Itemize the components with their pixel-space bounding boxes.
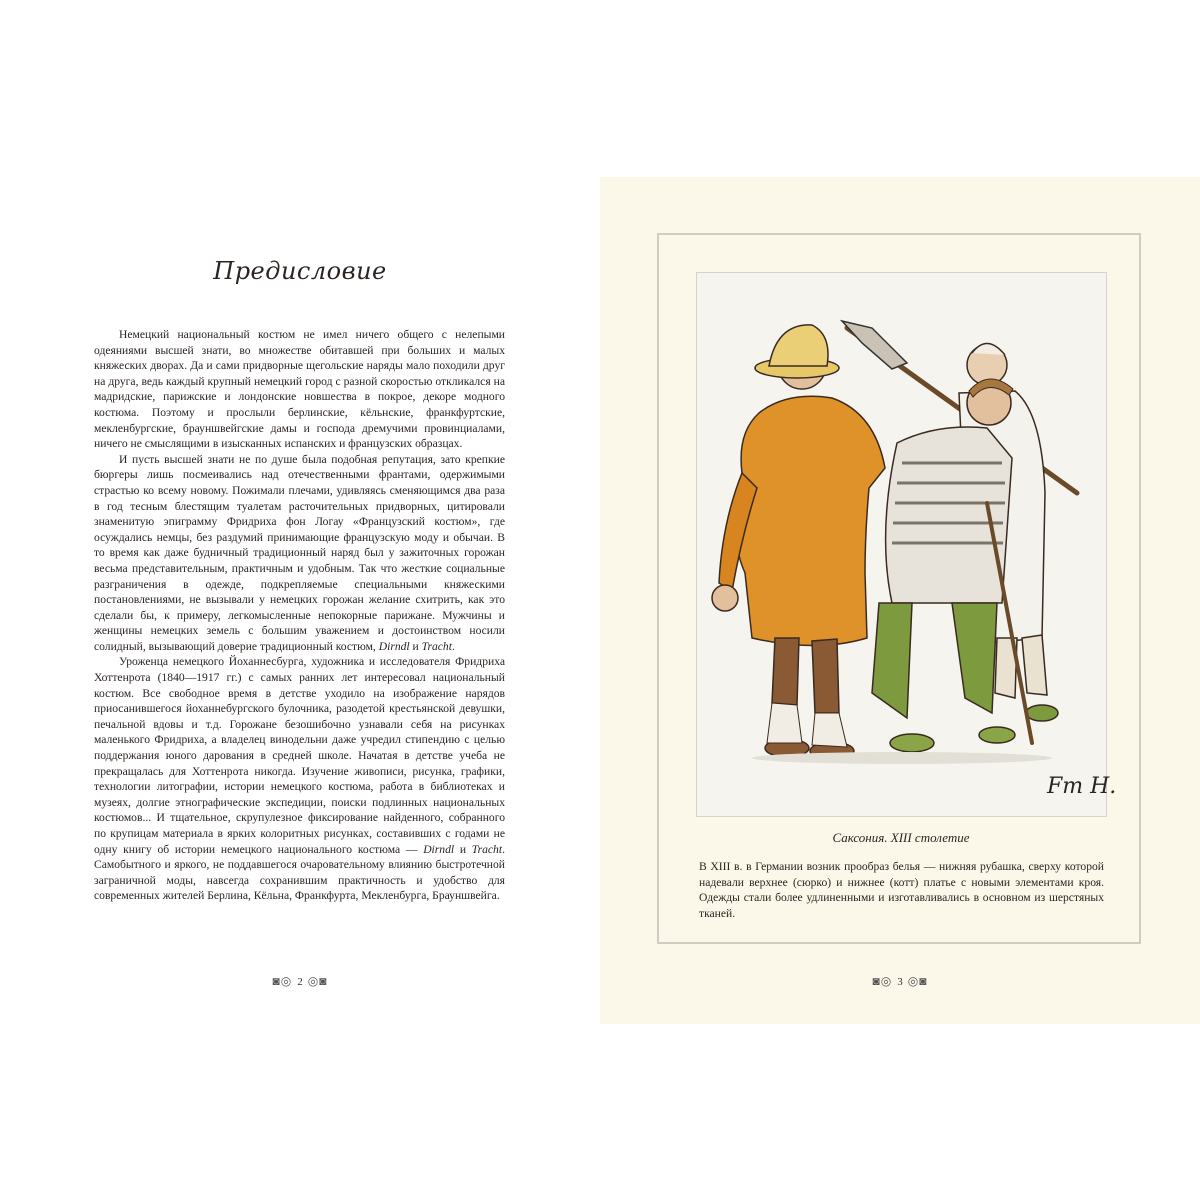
artist-signature: Fm H. bbox=[1047, 774, 1117, 799]
illustration-plate bbox=[696, 272, 1117, 817]
left-page bbox=[0, 177, 600, 1024]
ornament-left-icon-2: ◙◎ bbox=[872, 974, 893, 988]
preface-text bbox=[94, 327, 505, 904]
ornament-right-icon-2: ◎◙ bbox=[907, 974, 928, 988]
term-dirndl-2: Dirndl bbox=[423, 842, 455, 856]
page-number-left bbox=[250, 974, 350, 989]
plate-description: В XIII в. в Германии возник прообраз белья — нижняя рубашка, сверху которой надевали верхнее (сюрко) и нижнее (котт) платье с новыми элементами кроя. Одежды стали более удлиненными и изготавливались в основном из шерстяных тканей. bbox=[699, 860, 1104, 920]
paragraph-1: Немецкий национальный костюм не имел ничего общего с нелепыми одеяниями высшей знати, во множестве обитавшей при больших и малых княжеских дворах. Да и сами придворные щегольские наряды мало походили друг на друга, ведь каждый крупный немецкий город с разной скоростью откликался на мадридские, парижские и лондонские новшества в покрое, декоре модного костюма. Поэтому и прослыли берлинские, кёльнские, франкфуртские, мекленбургские, брауншвейгские дамы и господа дремучими провинциалами, ничего не смыслящими в изысканных испанских и французских образцах. bbox=[94, 328, 505, 451]
paragraph-2-text: И пусть высшей знати не по душе была подобная репутация, зато крепкие бюргеры лишь посмеивались над отечественными франтами, одержимыми страстью ко всему новому. Пожимали плечами, удивляясь сменяющимся два раза в год тесным блестящим туалетам расточительных придворных, цитировали знаменитую эпиграмму Фридриха фон Логау «Французский костюм», где осуждались немцы, без раздумий принимающие французскую моду и обычаи. В то время как даже будничный традиционный наряд был у зажиточных горожан весьма представительным, практичным и удобным. Так что жесткие социальные разграничения в одежде, подкрепляемые специальными княжескими постановлениями, не вызывали у немецких горожан желание схитрить, как это сделали бы, к примеру, легкомысленные непокорные парижане. Мужчины и женщины немецких земель с большим уважением и достоинством носили солидный, вызывающий доверие традиционный костюм, bbox=[94, 452, 505, 653]
term-tracht: Tracht bbox=[421, 639, 452, 653]
term-and-2: и bbox=[454, 842, 472, 856]
saxon-men-illustration-icon bbox=[697, 273, 1117, 816]
page-title: Предисловие bbox=[213, 257, 387, 285]
plate-frame bbox=[657, 233, 1141, 944]
plate-caption: Саксония. XIII столетие bbox=[832, 830, 970, 845]
page-number-right bbox=[850, 974, 950, 989]
term-period: . bbox=[451, 639, 455, 653]
paragraph-3-end: Самобытного и яркого, не поддавшегося очаровательному влиянию быстротечной заграничной моды, навсегда сохранившим практичность и удобство для современных жителей Берлина, Кёльна, Франкфурта, Мекленбурга, Брауншвейга. bbox=[94, 858, 505, 903]
page-number-3: 3 bbox=[897, 976, 903, 988]
term-tracht-2: Tracht bbox=[471, 842, 503, 856]
right-page bbox=[600, 177, 1200, 1024]
paragraph-2 bbox=[94, 452, 505, 655]
term-dirndl: Dirndl bbox=[378, 639, 410, 653]
paragraph-3-text: Уроженца немецкого Йоханнесбурга, художника и исследователя Фридриха Хоттенрота (1840—1917 гг.) с самых ранних лет интересовал национальный костюм. Все свободное время в детстве уходило на изображение нарядов приосанившегося йоханнебургского булочника, разодетой крестьянской девушки, печальной вдовы и т.д. Горожане безошибочно узнавали себя на рисунках маленького Фридриха, а владелец винодельни даже учредил стипендию с целью поддержания юного дарования в средней школе. Начатая в детстве учеба не прекращалась для Хоттенрота никогда. Изучение живописи, рисунка, графики, технологии литографии, истории немецкого костюма, работа в библиотеках и музеях, долгие этнографические экспедиции, поиски подлинных национальных костюмов... И тщательное, скрупулезное фиксирование найденного, собранного по крупицам материала в ярких колоритных рисунках, составивших с годами не одну книгу об истории немецкого национального костюма — bbox=[94, 655, 505, 856]
ornament-left-icon: ◙◎ bbox=[272, 974, 293, 988]
paragraph-3 bbox=[94, 654, 505, 904]
term-and: и bbox=[409, 639, 422, 653]
page-number-2: 2 bbox=[297, 976, 303, 988]
ornament-right-icon: ◎◙ bbox=[307, 974, 328, 988]
term-period-2: . bbox=[502, 842, 505, 856]
